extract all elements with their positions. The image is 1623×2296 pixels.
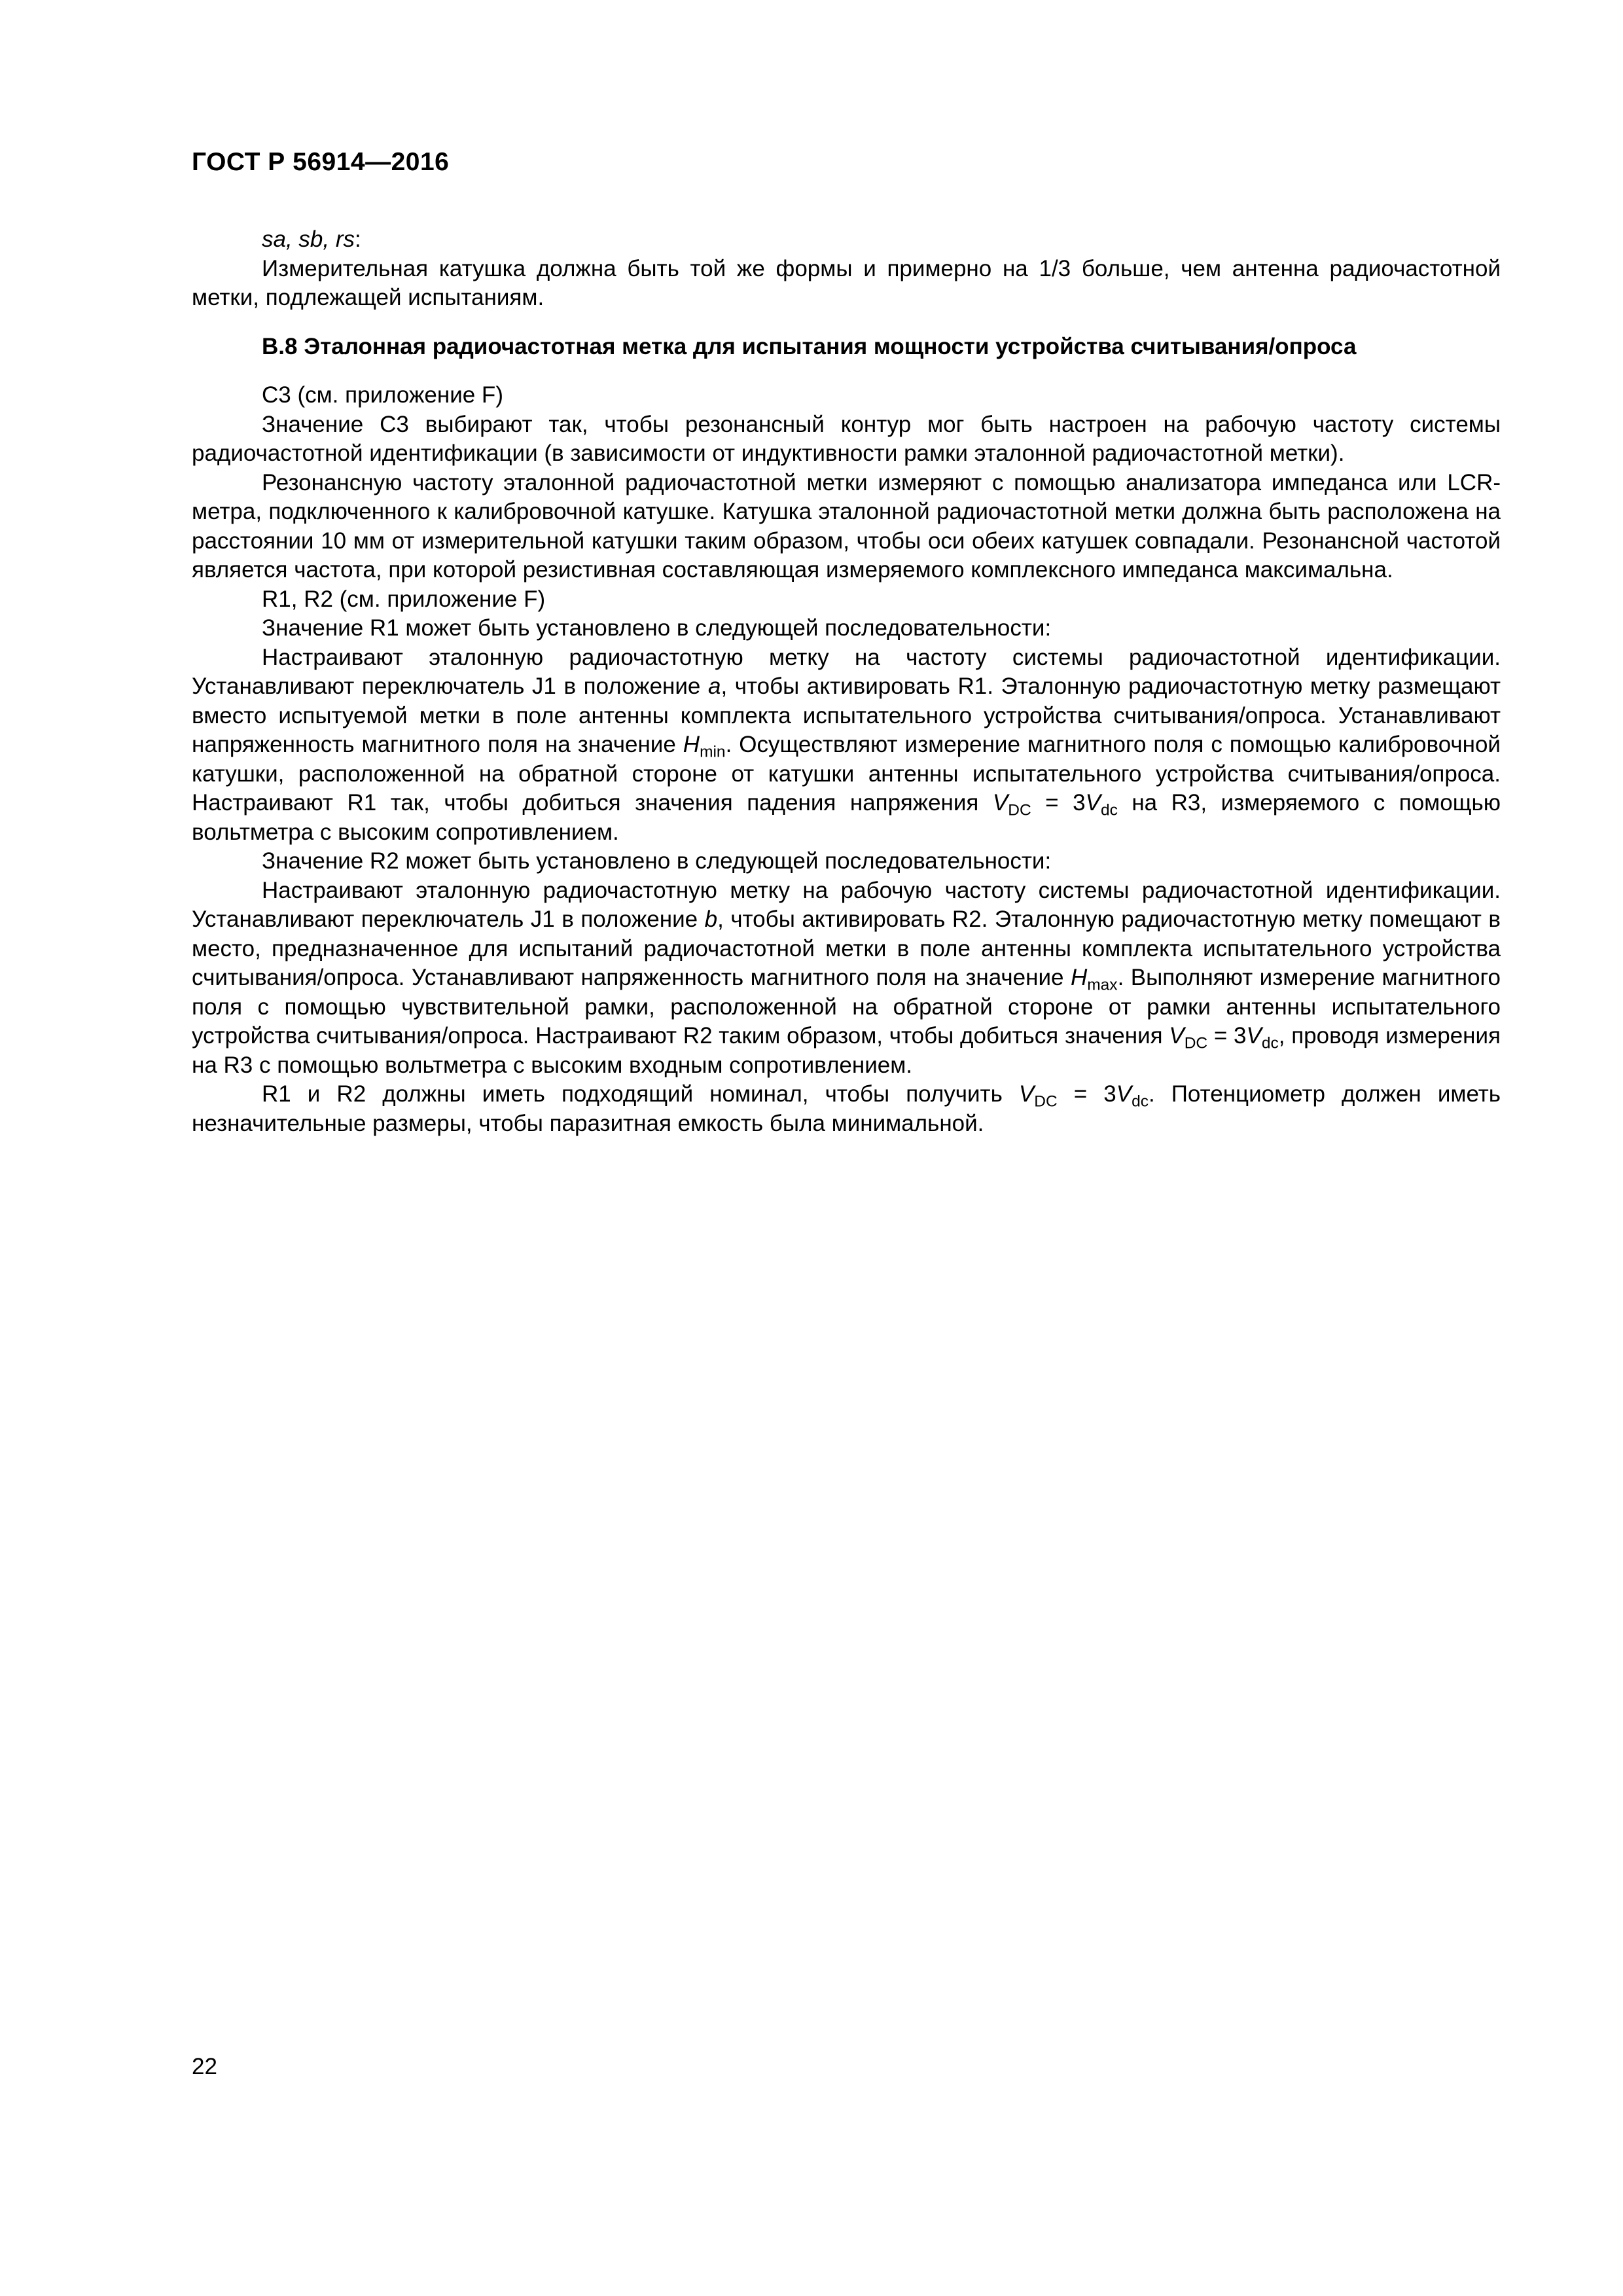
paragraph: Измерительная катушка должна быть той же формы и примерно на 1/3 больше, чем антенна радиочастотной метки, подлежащей испытаниям.	[192, 255, 1501, 310]
paragraph: R1, R2 (см. приложение F)	[262, 586, 546, 612]
paragraph: Резонансную частоту эталонной радиочастотной метки измеряют с помощью анализатора импеданса или LCR-метра, подключенного к калибровочной катушке. Катушка эталонной радиочастотной метки должна быть расположена на расстоянии 10 мм от измерительной катушки таким образом, чтобы оси обеих катушек совпадали. Резонансной частотой является частота, при которой резистивная составляющая измеряемого комплексного импеданса максимальна.	[192, 469, 1501, 583]
page-number: 22	[192, 2054, 217, 2079]
paragraph: С3 (см. приложение F)	[262, 382, 503, 408]
paragraph: Значение R2 может быть установлено в следующей последовательности:	[262, 848, 1052, 874]
document-header: ГОСТ Р 56914—2016	[192, 148, 450, 176]
paragraph: Значение С3 выбирают так, чтобы резонансный контур мог быть настроен на рабочую частоту системы радиочастотной идентификации (в зависимости от индуктивности рамки эталонной радиочастотной метки).	[192, 411, 1501, 466]
paragraph-nominal: R1 и R2 должны иметь подходящий номинал, чтобы получить $V_{DC} = 3V_{dc}$. Потенциометр должен иметь незначительные размеры, чтобы паразитная емкость была минимальной.	[192, 1081, 1501, 1136]
paragraph-r2-procedure: Настраивают эталонную радиочастотную метку на рабочую частоту системы радиочастотной идентификации. Устанавливают переключатель J1 в положение b, чтобы активировать R2. Эталонную радиочастотную метку помещают в место, предназначенное для испытаний радиочастотной метки в поле антенны комплекта испытательного устройства считывания/опроса. Устанавливают напряженность магнитного поля на значение $H_{max}$. Выполняют измерение магнитного поля с помощью чувствительной рамки, расположенной на обратной стороне от рамки антенны испытательного устройства считывания/опроса. Настраивают R2 таким образом, чтобы добиться значения $V_{DC} = 3V_{dc}$, проводя измерения на R3 с помощью вольтметра с высоким входным сопротивлением.	[192, 877, 1501, 1078]
document-body	[192, 225, 1501, 1138]
terms-italic: sa, sb, rs	[262, 226, 355, 252]
paragraph-terms: sa, sb, rs:	[262, 226, 361, 252]
section-heading: В.8 Эталонная радиочастотная метка для испытания мощности устройства считывания/опроса	[262, 333, 1357, 359]
paragraph-r1-procedure: Настраивают эталонную радиочастотную метку на частоту системы радиочастотной идентификации. Устанавливают переключатель J1 в положение a, чтобы активировать R1. Эталонную радиочастотную метку размещают вместо испытуемой метки в поле антенны комплекта испытательного устройства считывания/опроса. Устанавливают напряженность магнитного поля на значение $H_{min}$. Осуществляют измерение магнитного поля с помощью калибровочной катушки, расположенной на обратной стороне от катушки антенны испытательного устройства считывания/опроса. Настраивают R1 так, чтобы добиться значения падения напряжения $V_{DC} = 3V_{dc}$ на R3, измеряемого с помощью вольтметра с высоким сопротивлением.	[192, 644, 1501, 845]
paragraph: Значение R1 может быть установлено в следующей последовательности:	[262, 615, 1052, 641]
